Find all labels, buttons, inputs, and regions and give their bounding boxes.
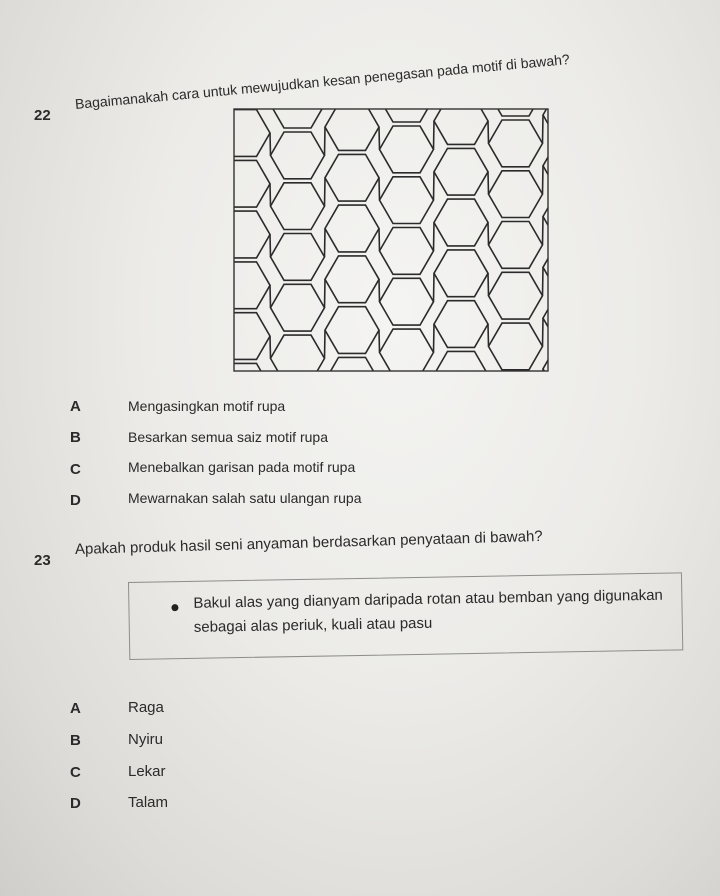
hexagon-shape: [380, 329, 434, 372]
question-23-text: Apakah produk hasil seni anyaman berdasarkan penyataan di bawah?: [74, 527, 543, 558]
connector-line: [379, 229, 380, 251]
hexagon-shape: [325, 154, 379, 201]
hexagon-shape: [434, 148, 488, 195]
connector-line: [325, 330, 326, 358]
connector-line: [270, 285, 271, 307]
connector-line: [488, 324, 489, 346]
hexagon-shape: [380, 108, 434, 122]
connector-line: [543, 267, 544, 295]
option-letter: B: [70, 732, 81, 749]
hexagon-shape: [233, 262, 270, 309]
statement-text: Bakul alas yang dianyam daripada rotan atau bemban yang digunakan sebagai alas periuk, kuali atau pasu: [193, 586, 663, 636]
hexagon-shape: [325, 357, 379, 372]
connector-line: [488, 273, 489, 295]
connector-line: [488, 121, 489, 143]
connector-line: [434, 324, 435, 352]
hexagon-shape: [271, 183, 325, 230]
option-text: Mengasingkan motif rupa: [128, 398, 286, 414]
connector-line: [325, 279, 326, 307]
connector-line: [325, 127, 326, 155]
option-letter: C: [70, 764, 81, 781]
option-letter: A: [70, 700, 81, 717]
hexagon-shape: [434, 108, 488, 144]
hexagon-shape: [489, 171, 543, 218]
option-letter: B: [70, 429, 81, 446]
connector-line: [434, 172, 435, 200]
hexagon-shape: [233, 313, 270, 360]
connector-line: [270, 133, 271, 155]
bullet-icon: [171, 604, 178, 611]
option-text: Raga: [128, 699, 164, 716]
hexagon-shape: [489, 222, 543, 269]
option-letter: D: [70, 795, 81, 812]
hexagon-shape: [233, 160, 270, 207]
hexagon-shape: [380, 278, 434, 325]
hexagon-shape: [434, 351, 488, 372]
connector-line: [543, 166, 544, 194]
hexagon-shape: [271, 132, 325, 179]
hexagon-shape: [380, 177, 434, 224]
connector-line: [434, 121, 435, 149]
option-text: Menebalkan garisan pada motif rupa: [128, 459, 356, 475]
connector-line: [270, 184, 271, 206]
hexagon-shape: [489, 120, 543, 167]
connector-line: [543, 217, 544, 245]
hexagon-shape: [434, 301, 488, 348]
option-letter: D: [70, 492, 81, 509]
hexagon-shape: [271, 335, 325, 372]
connector-line: [434, 273, 435, 301]
hexagon-shape: [325, 256, 379, 303]
hexagon-shape: [325, 108, 379, 150]
connector-line: [379, 279, 380, 301]
option-text: Talam: [128, 794, 169, 811]
hexagon-shape: [434, 250, 488, 297]
question-22-number: 22: [34, 107, 51, 124]
hexagon-shape: [271, 284, 325, 331]
connector-line: [543, 318, 544, 346]
hexagon-motif-pattern: [233, 108, 549, 372]
question-23-number: 23: [34, 552, 51, 569]
hexagon-shape: [325, 205, 379, 252]
hexagon-shape: [325, 307, 379, 354]
hexagon-shape: [271, 234, 325, 281]
option-text: Nyiru: [128, 731, 164, 748]
connector-line: [434, 223, 435, 251]
option-letter: C: [70, 461, 81, 478]
hexagon-shape: [271, 108, 325, 128]
connector-line: [379, 178, 380, 200]
connector-line: [488, 172, 489, 194]
connector-line: [270, 336, 271, 358]
option-text: Lekar: [128, 763, 166, 780]
hexagon-shape: [233, 211, 270, 258]
hexagon-shape: [380, 126, 434, 173]
hexagon-shape: [489, 323, 543, 370]
hexagon-grid: [233, 108, 549, 372]
connector-line: [379, 127, 380, 149]
hexagon-shape: [233, 110, 270, 157]
question-22-text: Bagaimanakah cara untuk mewujudkan kesan penegasan pada motif di bawah?: [74, 51, 571, 112]
connector-line: [488, 223, 489, 245]
connector-line: [543, 115, 544, 143]
connector-line: [325, 229, 326, 257]
option-letter: A: [70, 398, 81, 415]
option-text: Besarkan semua saiz motif rupa: [128, 429, 328, 445]
hexagon-shape: [380, 228, 434, 275]
connector-line: [270, 235, 271, 257]
hexagon-shape: [434, 199, 488, 246]
option-text: Mewarnakan salah satu ulangan rupa: [128, 490, 362, 506]
hexagon-shape: [489, 272, 543, 319]
connector-line: [379, 330, 380, 352]
connector-line: [325, 178, 326, 206]
statement-box: [128, 572, 683, 660]
